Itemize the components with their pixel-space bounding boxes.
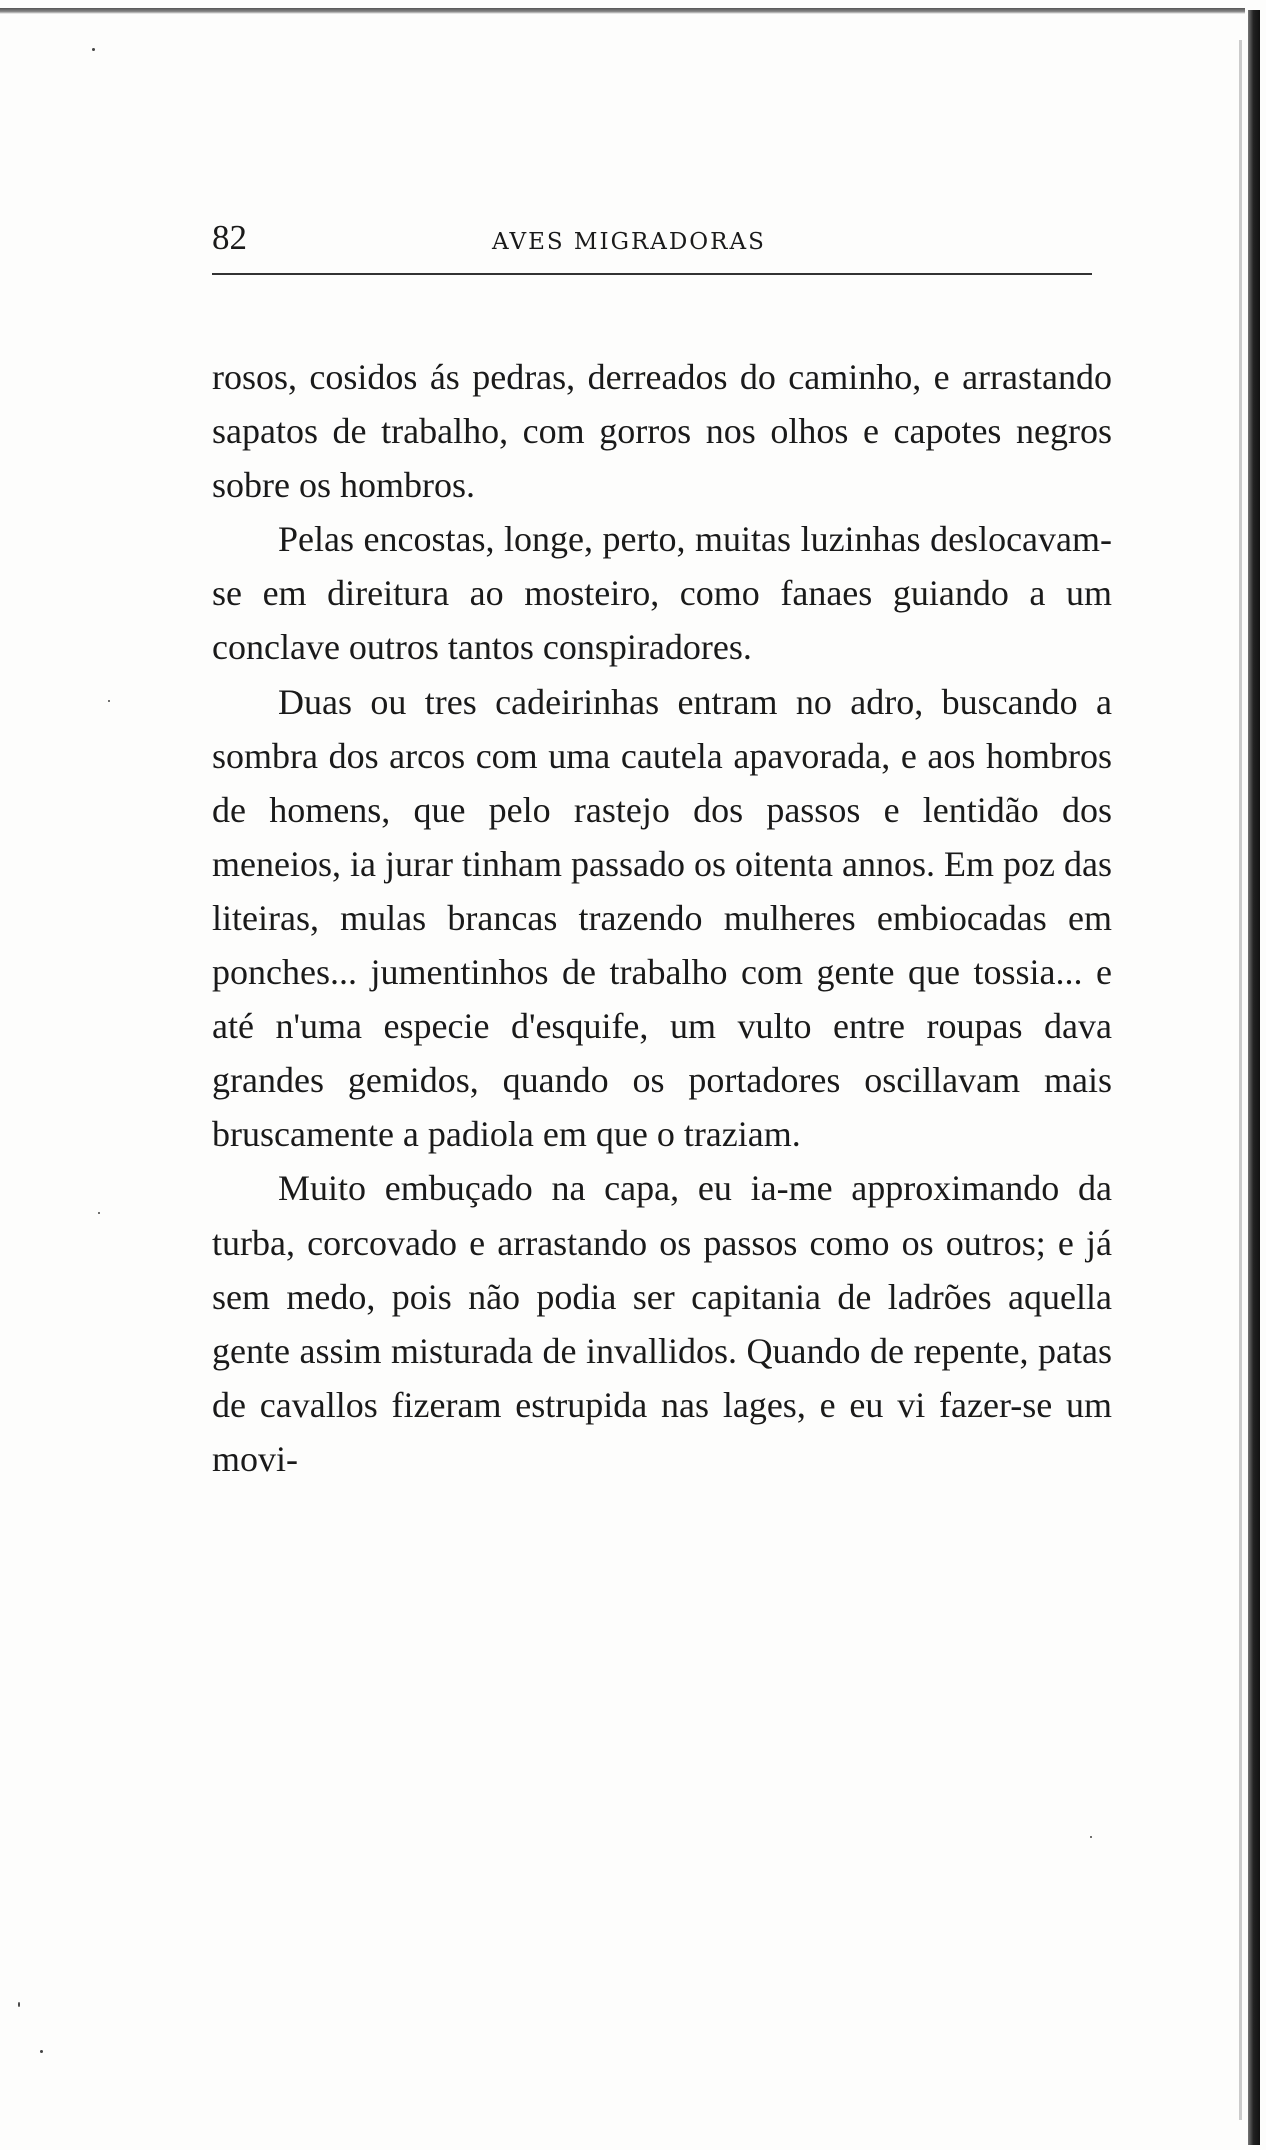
- page-binding-edge: [1248, 10, 1260, 2145]
- page-binding-shadow: [1239, 40, 1242, 2120]
- paper-speck: [108, 700, 110, 702]
- paper-speck: [92, 48, 95, 51]
- page-number: 82: [212, 218, 247, 257]
- paper-speck: [1090, 1836, 1092, 1838]
- paper-speck: [98, 1212, 100, 1214]
- paragraph: Pelas encostas, longe, perto, muitas luzinhas deslocavam-se em direitura ao mosteiro, como fanaes guiando a um conclave outros tantos conspiradores.: [212, 519, 1112, 668]
- paper-speck: [18, 2002, 20, 2007]
- running-title: AVES MIGRADORAS: [492, 229, 766, 255]
- page-header: [212, 218, 1092, 278]
- paragraph: Duas ou tres cadeirinhas entram no adro, buscando a sombra dos arcos com uma cautela apavorada, e aos hombros de homens, que pelo rastejo dos passos e lentidão dos meneios, ia jurar tinham passado os oitenta annos. Em poz das liteiras, mulas brancas trazendo mulheres embiocadas em ponches... jumentinhos de trabalho com gente que tossia... e até n'uma especie d'esquife, um vulto entre roupas dava grandes gemidos, quando os portadores oscillavam mais bruscamente a padiola em que o traziam.: [212, 681, 1112, 1155]
- paper-speck: [40, 2050, 43, 2053]
- page-top-edge: [0, 8, 1245, 14]
- paragraph-continued: rosos, cosidos ás pedras, derreados do caminho, e arrastando sapatos de trabalho, com gorros nos olhos e capotes negros sobre os hombros.: [212, 357, 1112, 506]
- paragraph: Muito embuçado na capa, eu ia-me approximando da turba, corcovado e arrastando os passos como os outros; e já sem medo, pois não podia ser capitania de ladrões aquella gente assim misturada de invallidos. Quando de repente, patas de cavallos fizeram estrupida nas lages, e eu vi fazer-se um movi-: [212, 1168, 1112, 1479]
- body-text: [212, 350, 1112, 1486]
- header-rule: [212, 273, 1092, 275]
